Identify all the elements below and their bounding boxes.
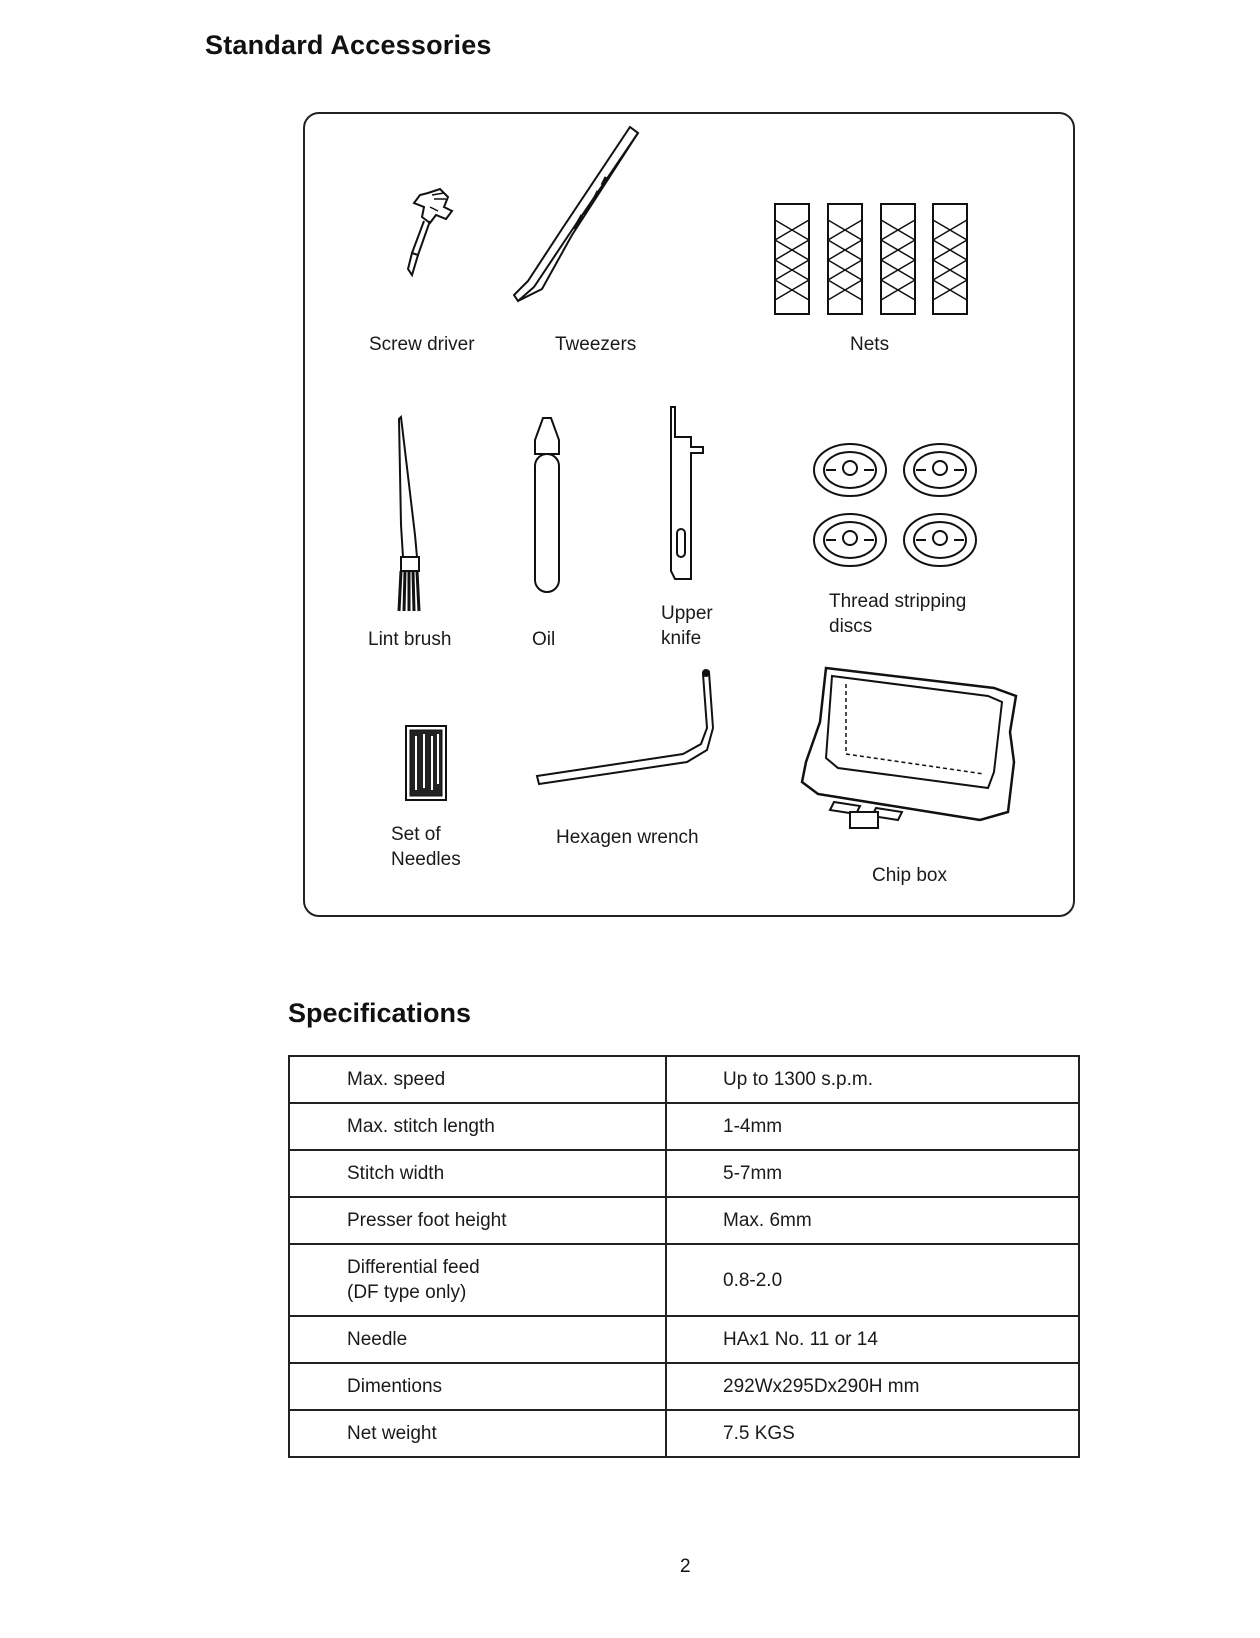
lint-brush-illustration <box>393 415 433 615</box>
hexagen-wrench-label: Hexagen wrench <box>556 827 699 848</box>
oil-label: Oil <box>532 629 556 650</box>
chip-box-illustration <box>798 662 1020 854</box>
table-row: Needle HAx1 No. 11 or 14 <box>289 1316 1079 1363</box>
table-row: Presser foot height Max. 6mm <box>289 1197 1079 1244</box>
table-row: Max. speed Up to 1300 s.p.m. <box>289 1056 1079 1103</box>
thread-stripping-discs-label: Thread stripping discs <box>829 591 967 637</box>
table-row: Max. stitch length 1-4mm <box>289 1103 1079 1150</box>
chip-box-label: Chip box <box>872 865 947 886</box>
tweezers-illustration <box>512 125 652 305</box>
screw-driver-illustration <box>400 185 470 285</box>
tweezers-label: Tweezers <box>555 334 637 355</box>
nets-illustration <box>773 200 969 320</box>
page-number: 2 <box>680 1556 691 1577</box>
thread-stripping-discs-illustration <box>810 440 990 580</box>
set-of-needles-illustration <box>402 724 452 804</box>
specifications-heading: Specifications <box>288 998 472 1028</box>
lint-brush-label: Lint brush <box>368 629 452 650</box>
oil-illustration <box>529 414 569 598</box>
table-row: Dimentions 292Wx295Dx290H mm <box>289 1363 1079 1410</box>
accessories-heading: Standard Accessories <box>205 30 492 60</box>
table-row: Net weight 7.5 KGS <box>289 1410 1079 1457</box>
specifications-table <box>288 1055 1080 1458</box>
table-row: Stitch width 5-7mm <box>289 1150 1079 1197</box>
screw-driver-label: Screw driver <box>369 334 475 355</box>
hexagen-wrench-illustration <box>533 668 723 788</box>
nets-label: Nets <box>850 334 890 355</box>
table-row: Differential feed (DF type only) 0.8-2.0 <box>289 1244 1079 1316</box>
upper-knife-illustration <box>667 403 713 581</box>
upper-knife-label: Upper knife <box>661 603 713 649</box>
set-of-needles-label: Set of Needles <box>391 824 461 870</box>
